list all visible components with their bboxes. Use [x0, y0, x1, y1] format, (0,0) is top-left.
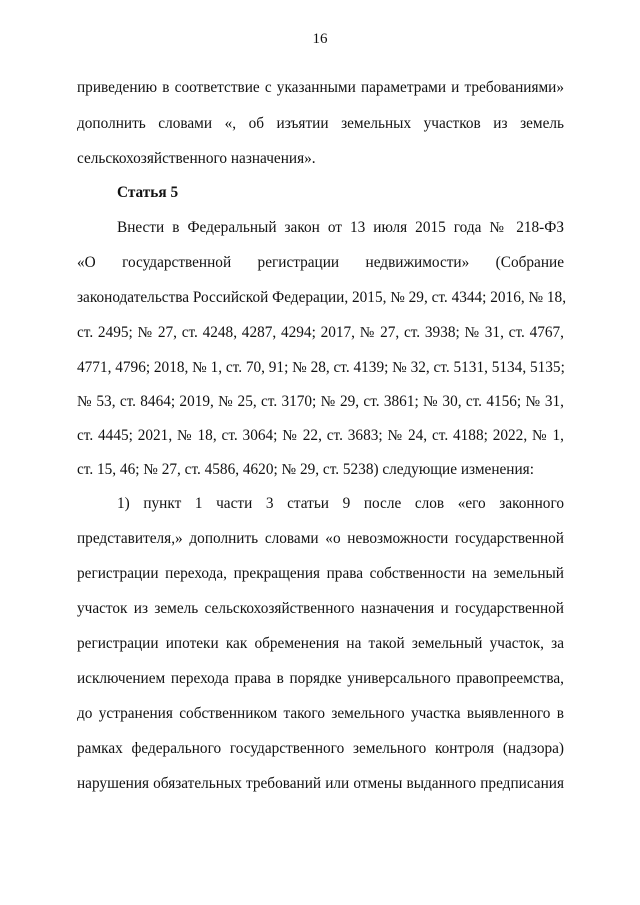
text-line: законодательства Российской Федерации, 2015, № 29, ст. 4344; 2016, № 18,	[77, 289, 567, 306]
text-line: приведению в соответствие с указанными параметрами и требованиями»	[77, 79, 564, 96]
text-line: ст. 4445; 2021, № 18, ст. 3064; № 22, ст. 3683; № 24, ст. 4188; 2022, № 1,	[77, 427, 564, 444]
text-line: регистрации ипотеки как обременения на такой земельный участок, за	[77, 635, 564, 652]
text-line: участок из земель сельскохозяйственного назначения и государственной	[77, 600, 564, 617]
text-line: ст. 15, 46; № 27, ст. 4586, 4620; № 29, ст. 5238) следующие изменения:	[77, 461, 534, 478]
text-line: дополнить словами «, об изъятии земельных участков из земель	[77, 115, 564, 132]
text-line: нарушения обязательных требований или отмены выданного предписания	[77, 775, 564, 792]
article-heading: Статья 5	[117, 184, 179, 201]
text-line: до устранения собственником такого земельного участка выявленного в	[77, 705, 564, 722]
text-line: рамках федерального государственного земельного контроля (надзора)	[77, 740, 564, 757]
text-line: 1) пункт 1 части 3 статьи 9 после слов «его законного	[117, 495, 564, 512]
text-line: Внести в Федеральный закон от 13 июля 2015 года № 218-ФЗ	[117, 219, 564, 236]
text-line: представителя,» дополнить словами «о невозможности государственной	[77, 530, 564, 547]
page-number: 16	[312, 31, 328, 47]
text-line: ст. 2495; № 27, ст. 4248, 4287, 4294; 2017, № 27, ст. 3938; № 31, ст. 4767,	[77, 324, 564, 341]
text-line: № 53, ст. 8464; 2019, № 25, ст. 3170; № 29, ст. 3861; № 30, ст. 4156; № 31,	[77, 393, 564, 410]
text-line: сельскохозяйственного назначения».	[77, 150, 316, 167]
text-line: «О государственной регистрации недвижимости» (Собрание	[77, 254, 564, 271]
text-line: исключением перехода права в порядке универсального правопреемства,	[77, 670, 564, 687]
text-line: регистрации перехода, прекращения права собственности на земельный	[77, 565, 564, 582]
text-line: 4771, 4796; 2018, № 1, ст. 70, 91; № 28, ст. 4139; № 32, ст. 5131, 5134, 5135;	[77, 359, 565, 376]
